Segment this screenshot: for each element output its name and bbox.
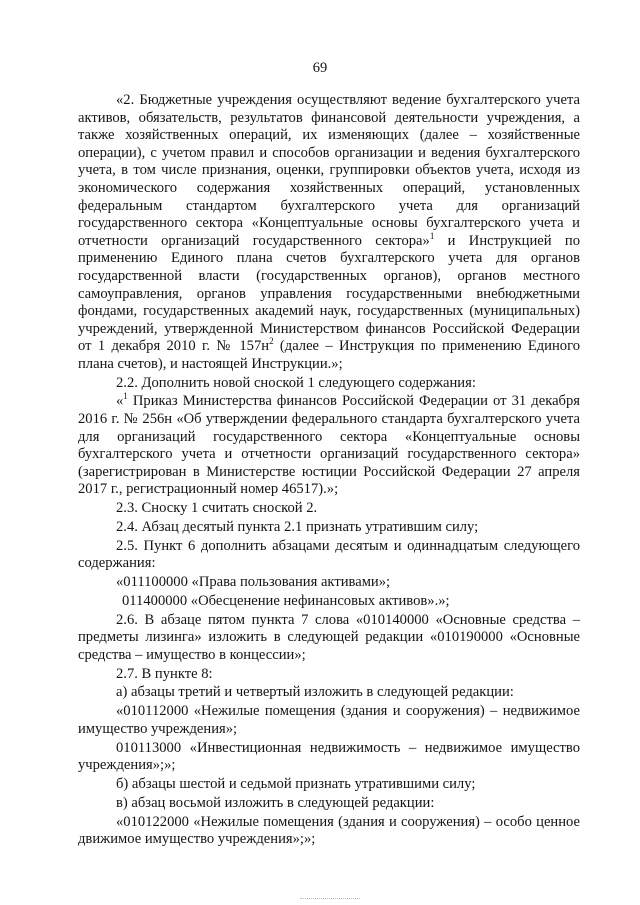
text-run: 2.5. Пункт 6 дополнить абзацами десятым и одиннадцатым следующего содержания:	[78, 537, 580, 572]
text-run: 010113000 «Инвестиционная недвижимость – недвижимое имущество учреждения»;»;	[78, 739, 580, 774]
text-run: «011100000 «Права пользования активами»;	[116, 574, 391, 591]
text-run: а) абзацы третий и четвертый изложить в следующей редакции:	[116, 684, 514, 701]
text-run: 2.7. В пункте 8:	[116, 665, 213, 682]
text-run: в) абзац восьмой изложить в следующей редакции:	[116, 794, 435, 811]
paragraph-p8	[78, 593, 580, 611]
text-run: 2.2. Дополнить новой сноской 1 следующего содержания:	[116, 374, 476, 391]
text-run: «010122000 «Нежилые помещения (здания и сооружения) – особо ценное движимое имущество учреждения»;»;	[78, 813, 580, 848]
footnote-marker: 1	[429, 230, 435, 241]
text-run: «	[116, 393, 124, 410]
paragraph-p4	[78, 500, 580, 518]
paragraph-p6	[78, 538, 580, 573]
footnote-marker: 1	[123, 391, 128, 402]
paragraph-p16	[78, 814, 580, 849]
paragraph-p14	[78, 776, 580, 794]
scan-artifact	[300, 898, 360, 900]
paragraph-p3	[78, 393, 580, 499]
text-run: 2.6. В абзаце пятом пункта 7 слова «010140000 «Основные средства – предметы лизинга» изложить в следующей редакции «010190000 «Основные средства – имущество в концессии»;	[78, 611, 580, 663]
page-number: 69	[312, 60, 328, 76]
paragraph-p1	[78, 92, 580, 374]
text-run: Приказ Министерства финансов Российской Федерации от 31 декабря 2016 г. № 256н «Об утверждении федерального стандарта бухгалтерского учета для организаций государственного сектора «Концептуальные основы бухгалтерского учета и отчетности организаций государственного сектора» (зарегистрирован в Министерстве юстиции Российской Федерации 27 апреля 2017 г., регистрационный номер 46517).»;	[78, 393, 580, 498]
paragraph-p15	[78, 795, 580, 813]
paragraph-p13	[78, 740, 580, 775]
text-run: «2. Бюджетные учреждения осуществляют ведение бухгалтерского учета активов, обязательств, результатов финансовой деятельности учреждения, а также хозяйственных операций, их изменяющих (далее – хозяйственные операции), с учетом правил и способов организации и ведения бухгалтерского учета, в том числе признания, оценки, группировки объектов учета, исходя из экономического содержания хозяйственных операций, установленных федеральным стандартом бухгалтерского учета для организаций государственного сектора «Концептуальные основы бухгалтерского учета и отчетности организаций государственного сектора»	[78, 92, 580, 249]
text-run: и Инструкцией по применению Единого плана счетов бухгалтерского учета для органов государственной власти (государственных органов), органов местного самоуправления, органов управления государственными внебюджетными фондами, государственных академий наук, государственных (муниципальных) учреждений, утвержденной Министерством финансов Российской Федерации от 1 декабря 2010 г. № 157н	[78, 232, 580, 355]
text-run: 2.3. Сноску 1 считать сноской 2.	[116, 500, 318, 517]
text-run: «010112000 «Нежилые помещения (здания и сооружения) – недвижимое имущество учреждения»;	[78, 703, 580, 737]
paragraph-p2	[78, 375, 580, 393]
paragraph-p9	[78, 612, 580, 665]
footnote-marker: 2	[269, 336, 274, 347]
paragraph-p12	[78, 703, 580, 738]
paragraph-p11	[78, 684, 580, 702]
text-run: б) абзацы шестой и седьмой признать утратившими силу;	[116, 776, 476, 792]
paragraph-p5	[78, 519, 580, 537]
document-body	[78, 92, 580, 849]
text-run: 011400000 «Обесценение нефинансовых активов».»;	[122, 592, 450, 609]
paragraph-p7	[78, 574, 580, 592]
paragraph-p10	[78, 666, 580, 684]
text-run: 2.4. Абзац десятый пункта 2.1 признать утратившим силу;	[116, 519, 479, 535]
text-run: (далее – Инструкция по применению Единого плана счетов), и настоящей Инструкции.»;	[78, 338, 581, 372]
